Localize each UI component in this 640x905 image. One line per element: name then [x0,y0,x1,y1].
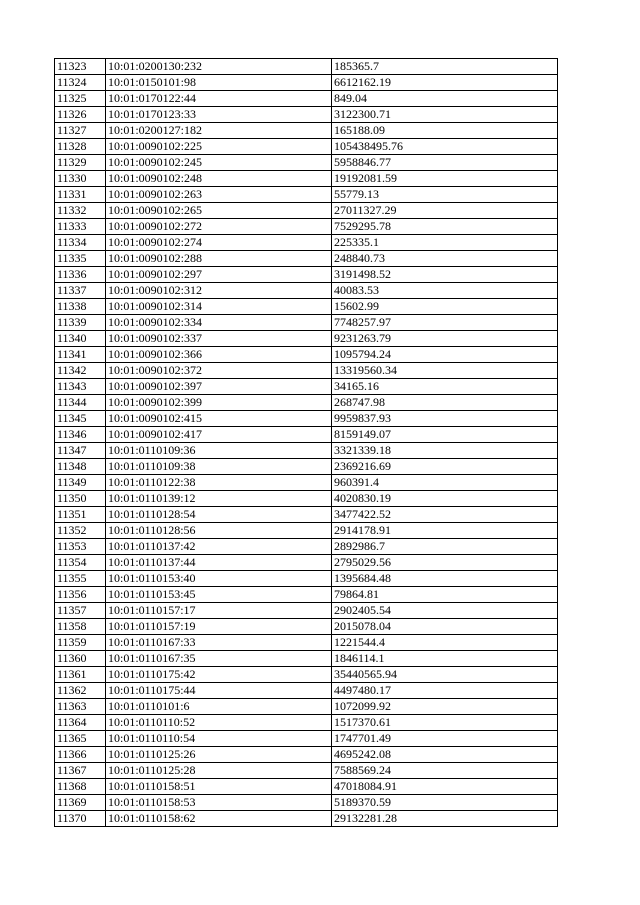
value-cell: 35440565.94 [332,667,558,683]
value-cell: 1221544.4 [332,635,558,651]
cadastral-number-cell: 10:01:0090102:272 [106,219,332,235]
value-cell: 9231263.79 [332,331,558,347]
cadastral-number-cell: 10:01:0200130:232 [106,59,332,75]
row-number-cell: 11367 [55,763,106,779]
value-cell: 4695242.08 [332,747,558,763]
value-cell: 268747.98 [332,395,558,411]
data-table [54,58,558,827]
table-row [55,699,558,715]
cadastral-number-cell: 10:01:0090102:397 [106,379,332,395]
value-cell: 1846114.1 [332,651,558,667]
cadastral-number-cell: 10:01:0090102:265 [106,203,332,219]
table-row [55,219,558,235]
row-number-cell: 11362 [55,683,106,699]
row-number-cell: 11345 [55,411,106,427]
value-cell: 19192081.59 [332,171,558,187]
row-number-cell: 11332 [55,203,106,219]
cadastral-number-cell: 10:01:0090102:415 [106,411,332,427]
row-number-cell: 11359 [55,635,106,651]
table-row [55,331,558,347]
table-row [55,491,558,507]
table-row [55,603,558,619]
row-number-cell: 11353 [55,539,106,555]
value-cell: 40083.53 [332,283,558,299]
table-row [55,779,558,795]
row-number-cell: 11338 [55,299,106,315]
table-row [55,251,558,267]
value-cell: 5958846.77 [332,155,558,171]
value-cell: 15602.99 [332,299,558,315]
value-cell: 2015078.04 [332,619,558,635]
value-cell: 3477422.52 [332,507,558,523]
value-cell: 960391.4 [332,475,558,491]
row-number-cell: 11331 [55,187,106,203]
row-number-cell: 11368 [55,779,106,795]
value-cell: 3191498.52 [332,267,558,283]
value-cell: 5189370.59 [332,795,558,811]
cadastral-number-cell: 10:01:0090102:297 [106,267,332,283]
cadastral-number-cell: 10:01:0090102:225 [106,139,332,155]
cadastral-number-cell: 10:01:0110157:17 [106,603,332,619]
row-number-cell: 11352 [55,523,106,539]
table-row [55,539,558,555]
value-cell: 47018084.91 [332,779,558,795]
row-number-cell: 11357 [55,603,106,619]
table-row [55,571,558,587]
row-number-cell: 11342 [55,363,106,379]
table-row [55,715,558,731]
table-row [55,507,558,523]
cadastral-number-cell: 10:01:0110128:54 [106,507,332,523]
table-row [55,731,558,747]
row-number-cell: 11326 [55,107,106,123]
value-cell: 1517370.61 [332,715,558,731]
value-cell: 248840.73 [332,251,558,267]
table-row [55,395,558,411]
value-cell: 2369216.69 [332,459,558,475]
value-cell: 6612162.19 [332,75,558,91]
table-row [55,59,558,75]
table-row [55,347,558,363]
cadastral-number-cell: 10:01:0090102:312 [106,283,332,299]
row-number-cell: 11323 [55,59,106,75]
cadastral-number-cell: 10:01:0110137:42 [106,539,332,555]
row-number-cell: 11329 [55,155,106,171]
table-row [55,523,558,539]
cadastral-number-cell: 10:01:0110158:53 [106,795,332,811]
table-row [55,315,558,331]
table-row [55,107,558,123]
value-cell: 1395684.48 [332,571,558,587]
cadastral-number-cell: 10:01:0090102:248 [106,171,332,187]
table-row [55,747,558,763]
value-cell: 79864.81 [332,587,558,603]
value-cell: 7588569.24 [332,763,558,779]
value-cell: 2902405.54 [332,603,558,619]
row-number-cell: 11333 [55,219,106,235]
table-row [55,139,558,155]
row-number-cell: 11337 [55,283,106,299]
cadastral-number-cell: 10:01:0090102:263 [106,187,332,203]
value-cell: 27011327.29 [332,203,558,219]
value-cell: 849.04 [332,91,558,107]
cadastral-number-cell: 10:01:0090102:372 [106,363,332,379]
value-cell: 55779.13 [332,187,558,203]
table-row [55,459,558,475]
cadastral-number-cell: 10:01:0110153:45 [106,587,332,603]
row-number-cell: 11325 [55,91,106,107]
cadastral-number-cell: 10:01:0110128:56 [106,523,332,539]
row-number-cell: 11370 [55,811,106,827]
value-cell: 9959837.93 [332,411,558,427]
table-row [55,171,558,187]
table-row [55,379,558,395]
value-cell: 1747701.49 [332,731,558,747]
value-cell: 2892986.7 [332,539,558,555]
row-number-cell: 11363 [55,699,106,715]
row-number-cell: 11366 [55,747,106,763]
cadastral-number-cell: 10:01:0110122:38 [106,475,332,491]
value-cell: 1095794.24 [332,347,558,363]
table-row [55,187,558,203]
table-row [55,267,558,283]
row-number-cell: 11369 [55,795,106,811]
table-row [55,443,558,459]
cadastral-number-cell: 10:01:0170123:33 [106,107,332,123]
table-row [55,667,558,683]
row-number-cell: 11348 [55,459,106,475]
value-cell: 7529295.78 [332,219,558,235]
row-number-cell: 11349 [55,475,106,491]
value-cell: 1072099.92 [332,699,558,715]
table-row [55,651,558,667]
value-cell: 34165.16 [332,379,558,395]
cadastral-number-cell: 10:01:0110125:28 [106,763,332,779]
row-number-cell: 11356 [55,587,106,603]
row-number-cell: 11336 [55,267,106,283]
row-number-cell: 11350 [55,491,106,507]
cadastral-number-cell: 10:01:0170122:44 [106,91,332,107]
cadastral-number-cell: 10:01:0090102:274 [106,235,332,251]
cadastral-number-cell: 10:01:0110157:19 [106,619,332,635]
table-row [55,795,558,811]
table-row [55,635,558,651]
row-number-cell: 11351 [55,507,106,523]
value-cell: 165188.09 [332,123,558,139]
row-number-cell: 11324 [55,75,106,91]
row-number-cell: 11355 [55,571,106,587]
cadastral-number-cell: 10:01:0090102:314 [106,299,332,315]
cadastral-number-cell: 10:01:0110175:42 [106,667,332,683]
cadastral-number-cell: 10:01:0110167:35 [106,651,332,667]
cadastral-number-cell: 10:01:0110125:26 [106,747,332,763]
table-row [55,619,558,635]
table-row [55,475,558,491]
cadastral-number-cell: 10:01:0090102:288 [106,251,332,267]
value-cell: 2795029.56 [332,555,558,571]
cadastral-number-cell: 10:01:0090102:334 [106,315,332,331]
row-number-cell: 11340 [55,331,106,347]
value-cell: 225335.1 [332,235,558,251]
table-row [55,299,558,315]
cadastral-number-cell: 10:01:0110139:12 [106,491,332,507]
cadastral-number-cell: 10:01:0110109:38 [106,459,332,475]
row-number-cell: 11341 [55,347,106,363]
cadastral-number-cell: 10:01:0110110:54 [106,731,332,747]
value-cell: 185365.7 [332,59,558,75]
table-row [55,683,558,699]
table-row [55,411,558,427]
row-number-cell: 11364 [55,715,106,731]
row-number-cell: 11328 [55,139,106,155]
row-number-cell: 11327 [55,123,106,139]
cadastral-number-cell: 10:01:0110110:52 [106,715,332,731]
cadastral-number-cell: 10:01:0110137:44 [106,555,332,571]
table-row [55,587,558,603]
row-number-cell: 11330 [55,171,106,187]
table-row [55,763,558,779]
cadastral-number-cell: 10:01:0090102:399 [106,395,332,411]
cadastral-number-cell: 10:01:0090102:417 [106,427,332,443]
value-cell: 4497480.17 [332,683,558,699]
row-number-cell: 11361 [55,667,106,683]
row-number-cell: 11354 [55,555,106,571]
cadastral-number-cell: 10:01:0090102:337 [106,331,332,347]
row-number-cell: 11347 [55,443,106,459]
table-row [55,155,558,171]
cadastral-number-cell: 10:01:0090102:366 [106,347,332,363]
cadastral-number-cell: 10:01:0200127:182 [106,123,332,139]
table-row [55,75,558,91]
table-row [55,555,558,571]
value-cell: 105438495.76 [332,139,558,155]
cadastral-number-cell: 10:01:0110167:33 [106,635,332,651]
cadastral-number-cell: 10:01:0110158:62 [106,811,332,827]
value-cell: 3321339.18 [332,443,558,459]
row-number-cell: 11344 [55,395,106,411]
row-number-cell: 11335 [55,251,106,267]
cadastral-number-cell: 10:01:0110109:36 [106,443,332,459]
row-number-cell: 11343 [55,379,106,395]
cadastral-number-cell: 10:01:0090102:245 [106,155,332,171]
table-row [55,283,558,299]
table-row [55,363,558,379]
row-number-cell: 11346 [55,427,106,443]
value-cell: 4020830.19 [332,491,558,507]
table-row [55,91,558,107]
row-number-cell: 11360 [55,651,106,667]
value-cell: 3122300.71 [332,107,558,123]
row-number-cell: 11339 [55,315,106,331]
table-row [55,235,558,251]
value-cell: 13319560.34 [332,363,558,379]
table-row [55,811,558,827]
table-row [55,427,558,443]
table-row [55,123,558,139]
cadastral-number-cell: 10:01:0110175:44 [106,683,332,699]
row-number-cell: 11358 [55,619,106,635]
value-cell: 7748257.97 [332,315,558,331]
table-body [55,59,558,827]
cadastral-number-cell: 10:01:0150101:98 [106,75,332,91]
row-number-cell: 11365 [55,731,106,747]
cadastral-number-cell: 10:01:0110158:51 [106,779,332,795]
value-cell: 29132281.28 [332,811,558,827]
table-row [55,203,558,219]
value-cell: 8159149.07 [332,427,558,443]
value-cell: 2914178.91 [332,523,558,539]
cadastral-number-cell: 10:01:0110101:6 [106,699,332,715]
row-number-cell: 11334 [55,235,106,251]
cadastral-number-cell: 10:01:0110153:40 [106,571,332,587]
